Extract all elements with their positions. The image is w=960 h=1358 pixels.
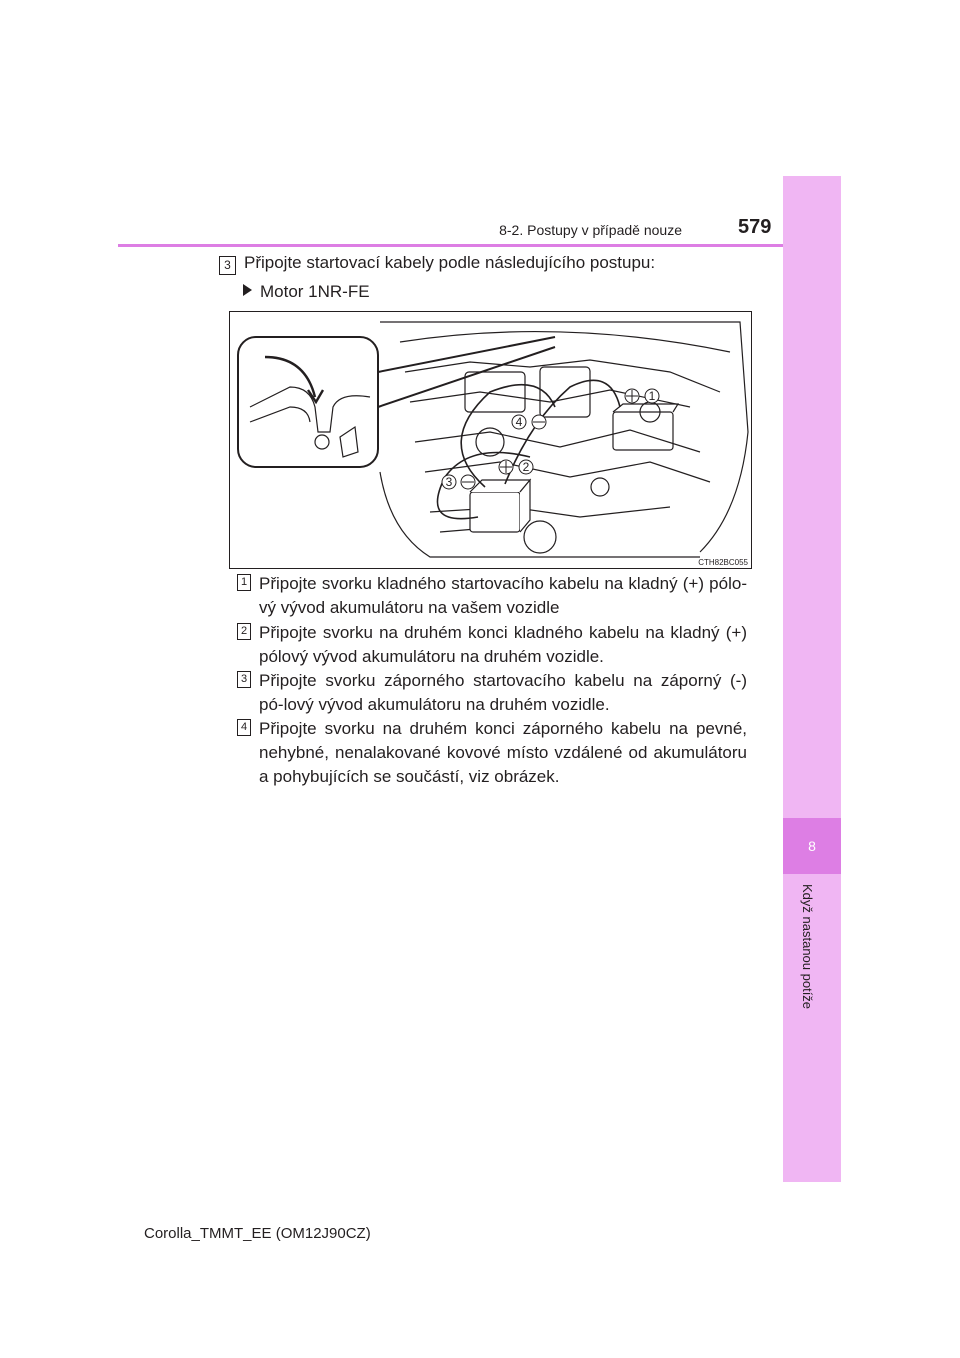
instruction-item-1 — [237, 572, 747, 620]
bumper-outline — [380, 472, 700, 557]
instruction-item-3 — [237, 669, 747, 717]
jump-start-illustration — [229, 311, 752, 569]
instruction-number: 1 — [237, 574, 251, 591]
callout-1 — [625, 389, 659, 403]
callout-2 — [499, 460, 533, 474]
engine-label — [243, 282, 370, 302]
instruction-item-4 — [237, 717, 747, 789]
callout-2-number: 2 — [522, 460, 530, 474]
vehicle-battery — [613, 412, 673, 450]
chapter-side-tab — [783, 176, 841, 1182]
chapter-title: Když nastanou potíže — [800, 884, 815, 1010]
hood-outline — [380, 322, 748, 552]
triangle-bullet-icon — [243, 284, 252, 296]
instruction-text: Připojte svorku na druhém konci záporného kabelu na pevné, nehybné, nenalakované kovové místo vzdálené od akumulátoru a pohybujících se součástí, viz obrázek. — [259, 719, 747, 786]
callout-4-number: 4 — [515, 415, 523, 429]
callout-3-number: 3 — [445, 475, 453, 489]
instruction-number: 4 — [237, 719, 251, 736]
page-number: 579 — [738, 216, 772, 238]
engine-label-text: Motor 1NR-FE — [260, 282, 370, 301]
instruction-number: 3 — [237, 671, 251, 688]
callout-3 — [442, 475, 475, 489]
callout-1-number: 1 — [648, 389, 656, 403]
chapter-number: 8 — [808, 838, 816, 854]
figure-code: CTH82BC055 — [698, 558, 748, 567]
instruction-item-2 — [237, 621, 747, 669]
instruction-text: Připojte svorku záporného startovacího kabelu na záporný (-) pó-lový vývod akumulátoru na druhém vozidle. — [259, 671, 747, 714]
step-number: 3 — [219, 256, 236, 275]
engine-bay-drawing — [230, 312, 751, 568]
header-rule — [118, 244, 783, 247]
instruction-number: 2 — [237, 623, 251, 640]
instruction-text: Připojte svorku na druhém konci kladného kabelu na kladný (+) pólový vývod akumulátoru na druhém vozidle. — [259, 623, 747, 666]
step-text: Připojte startovací kabely podle následujícího postupu: — [244, 253, 656, 272]
booster-battery — [470, 492, 520, 532]
callout-4 — [512, 415, 546, 429]
section-title: 8-2. Postupy v případě nouze — [499, 222, 682, 238]
footer-document-id: Corolla_TMMT_EE (OM12J90CZ) — [144, 1225, 371, 1242]
hood-edge — [400, 332, 730, 352]
instruction-text: Připojte svorku kladného startovacího kabelu na kladný (+) pólo-vý vývod akumulátoru na vašem vozidle — [259, 574, 747, 617]
